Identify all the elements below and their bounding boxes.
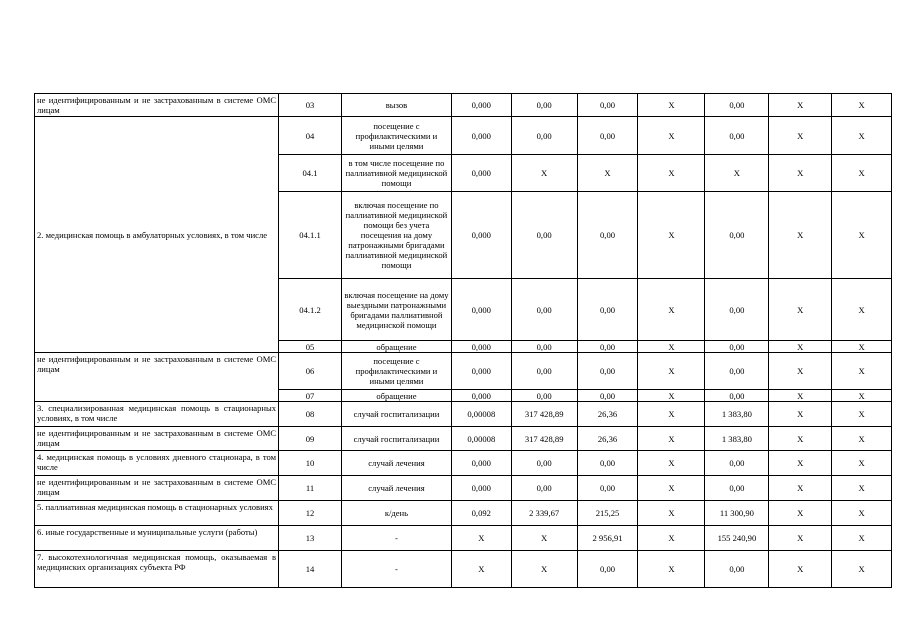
cell-value: 0,00 <box>705 117 769 155</box>
row-unit: посещение с профилактическими и иными целями <box>341 353 451 390</box>
row-code: 07 <box>279 390 342 402</box>
cell-value: 0,00 <box>511 476 577 501</box>
row-name: не идентифицированным и не застрахованным в системе ОМС лицам <box>35 476 279 501</box>
cell-value: 1 383,80 <box>705 427 769 451</box>
cell-value: Х <box>705 155 769 192</box>
cell-value: Х <box>769 353 832 390</box>
cell-value: 0,00 <box>577 279 638 341</box>
row-code: 06 <box>279 353 342 390</box>
cell-value: 0,00 <box>577 451 638 476</box>
cell-value: 26,36 <box>577 402 638 427</box>
cell-value: 0,00 <box>705 551 769 588</box>
cell-value: 0,00 <box>577 390 638 402</box>
table-row <box>35 526 892 551</box>
cell-value: 215,25 <box>577 501 638 526</box>
cell-value: Х <box>769 501 832 526</box>
cell-value: 0,00 <box>577 551 638 588</box>
cell-value: Х <box>832 451 892 476</box>
cell-value: 0,00 <box>705 279 769 341</box>
cell-value: 0,00 <box>511 117 577 155</box>
cell-value: Х <box>832 501 892 526</box>
table-row <box>35 551 892 588</box>
cell-value: 0,00 <box>511 341 577 353</box>
cell-value: Х <box>832 192 892 279</box>
row-unit: - <box>341 526 451 551</box>
table-row <box>35 402 892 427</box>
cell-value: Х <box>769 451 832 476</box>
row-unit: включая посещение на дому выездными патронажными бригадами паллиативной медицинской помощи <box>341 279 451 341</box>
cell-value: 0,00 <box>577 192 638 279</box>
cell-value: Х <box>638 192 705 279</box>
cell-value: Х <box>769 526 832 551</box>
cell-value: 0,00 <box>705 476 769 501</box>
cell-value: Х <box>769 192 832 279</box>
row-code: 08 <box>279 402 342 427</box>
cell-value: 2 339,67 <box>511 501 577 526</box>
cell-value: 0,000 <box>451 451 511 476</box>
cell-value: Х <box>451 551 511 588</box>
cell-value: 0,00 <box>577 341 638 353</box>
cell-value: Х <box>769 279 832 341</box>
cell-value: 317 428,89 <box>511 402 577 427</box>
row-code: 12 <box>279 501 342 526</box>
cell-value: 2 956,91 <box>577 526 638 551</box>
cell-value: Х <box>577 155 638 192</box>
cell-value: Х <box>832 117 892 155</box>
row-code: 04.1.2 <box>279 279 342 341</box>
cell-value: 155 240,90 <box>705 526 769 551</box>
cell-value: 0,00 <box>511 279 577 341</box>
cell-value: 0,000 <box>451 390 511 402</box>
row-unit: к/день <box>341 501 451 526</box>
cell-value: 0,000 <box>451 353 511 390</box>
cell-value: Х <box>769 117 832 155</box>
cell-value: Х <box>832 526 892 551</box>
cell-value: 0,00 <box>511 353 577 390</box>
row-code: 05 <box>279 341 342 353</box>
cell-value: 0,00 <box>577 476 638 501</box>
cell-value: Х <box>638 427 705 451</box>
row-code: 10 <box>279 451 342 476</box>
table-row <box>35 353 892 390</box>
cell-value: Х <box>451 526 511 551</box>
cell-value: Х <box>832 279 892 341</box>
row-code: 04.1 <box>279 155 342 192</box>
row-unit: в том числе посещение по паллиативной медицинской помощи <box>341 155 451 192</box>
cell-value: 0,000 <box>451 117 511 155</box>
cell-value: Х <box>638 94 705 117</box>
cell-value: 317 428,89 <box>511 427 577 451</box>
row-code: 04 <box>279 117 342 155</box>
cell-value: Х <box>769 341 832 353</box>
cell-value: Х <box>638 501 705 526</box>
row-code: 14 <box>279 551 342 588</box>
cell-value: Х <box>832 476 892 501</box>
row-code: 11 <box>279 476 342 501</box>
cell-value: 0,00 <box>511 451 577 476</box>
row-unit: обращение <box>341 341 451 353</box>
cell-value: Х <box>769 402 832 427</box>
row-unit: - <box>341 551 451 588</box>
row-unit: вызов <box>341 94 451 117</box>
cell-value: 0,00008 <box>451 402 511 427</box>
row-name: 2. медицинская помощь в амбулаторных условиях, в том числе <box>35 117 279 353</box>
cell-value: 0,00008 <box>451 427 511 451</box>
row-unit: посещение с профилактическими и иными целями <box>341 117 451 155</box>
table-row <box>35 427 892 451</box>
cell-value: 0,00 <box>705 192 769 279</box>
cell-value: Х <box>769 155 832 192</box>
cell-value: 0,00 <box>511 192 577 279</box>
cell-value: 0,000 <box>451 94 511 117</box>
cell-value: Х <box>832 427 892 451</box>
cell-value: 0,00 <box>577 94 638 117</box>
cell-value: Х <box>769 94 832 117</box>
cell-value: 0,092 <box>451 501 511 526</box>
cell-value: 0,000 <box>451 155 511 192</box>
cell-value: Х <box>832 551 892 588</box>
cell-value: Х <box>511 155 577 192</box>
row-name: не идентифицированным и не застрахованным в системе ОМС лицам <box>35 427 279 451</box>
cell-value: Х <box>638 155 705 192</box>
cell-value: Х <box>638 341 705 353</box>
row-unit: случай госпитализации <box>341 427 451 451</box>
cell-value: 11 300,90 <box>705 501 769 526</box>
cell-value: 0,00 <box>705 353 769 390</box>
cell-value: Х <box>769 476 832 501</box>
row-code: 04.1.1 <box>279 192 342 279</box>
cell-value: Х <box>511 551 577 588</box>
cell-value: Х <box>638 551 705 588</box>
row-code: 13 <box>279 526 342 551</box>
cell-value: 0,00 <box>705 94 769 117</box>
cell-value: 0,000 <box>451 476 511 501</box>
cell-value: 0,000 <box>451 279 511 341</box>
cell-value: Х <box>832 341 892 353</box>
cell-value: Х <box>769 427 832 451</box>
cell-value: Х <box>832 94 892 117</box>
cell-value: 26,36 <box>577 427 638 451</box>
row-name: 7. высокотехнологичная медицинская помощь, оказываемая в медицинских организациях субъекта РФ <box>35 551 279 588</box>
row-unit: случай госпитализации <box>341 402 451 427</box>
cell-value: Х <box>638 451 705 476</box>
row-unit: случай лечения <box>341 451 451 476</box>
cell-value: 0,00 <box>511 390 577 402</box>
cell-value: Х <box>638 117 705 155</box>
row-unit: обращение <box>341 390 451 402</box>
row-name: не идентифицированным и не застрахованным в системе ОМС лицам <box>35 353 279 402</box>
table-row <box>35 476 892 501</box>
cell-value: Х <box>638 526 705 551</box>
cell-value: Х <box>638 390 705 402</box>
cell-value: Х <box>511 526 577 551</box>
data-table <box>34 93 892 588</box>
table-row <box>35 451 892 476</box>
cell-value: Х <box>638 353 705 390</box>
cell-value: 1 383,80 <box>705 402 769 427</box>
row-name: 6. иные государственные и муниципальные услуги (работы) <box>35 526 279 551</box>
row-unit: включая посещение по паллиативной медицинской помощи без учета посещения на дому патронажными бригадами паллиативной медицинской помощи <box>341 192 451 279</box>
cell-value: 0,00 <box>577 353 638 390</box>
table-row <box>35 94 892 117</box>
cell-value: Х <box>832 155 892 192</box>
row-code: 09 <box>279 427 342 451</box>
row-name: 3. специализированная медицинская помощь в стационарных условиях, в том числе <box>35 402 279 427</box>
cell-value: Х <box>832 390 892 402</box>
cell-value: Х <box>638 476 705 501</box>
row-code: 03 <box>279 94 342 117</box>
cell-value: 0,00 <box>705 341 769 353</box>
cell-value: 0,00 <box>705 451 769 476</box>
table-row <box>35 501 892 526</box>
cell-value: 0,00 <box>705 390 769 402</box>
cell-value: 0,00 <box>511 94 577 117</box>
table-row <box>35 117 892 155</box>
cell-value: Х <box>832 353 892 390</box>
row-name: не идентифицированным и не застрахованным в системе ОМС лицам <box>35 94 279 117</box>
row-unit: случай лечения <box>341 476 451 501</box>
row-name: 5. паллиативная медицинская помощь в стационарных условиях <box>35 501 279 526</box>
cell-value: 0,000 <box>451 341 511 353</box>
cell-value: Х <box>638 402 705 427</box>
cell-value: 0,00 <box>577 117 638 155</box>
cell-value: 0,000 <box>451 192 511 279</box>
cell-value: Х <box>769 390 832 402</box>
cell-value: Х <box>638 279 705 341</box>
row-name: 4. медицинская помощь в условиях дневного стационара, в том числе <box>35 451 279 476</box>
cell-value: Х <box>832 402 892 427</box>
cell-value: Х <box>769 551 832 588</box>
